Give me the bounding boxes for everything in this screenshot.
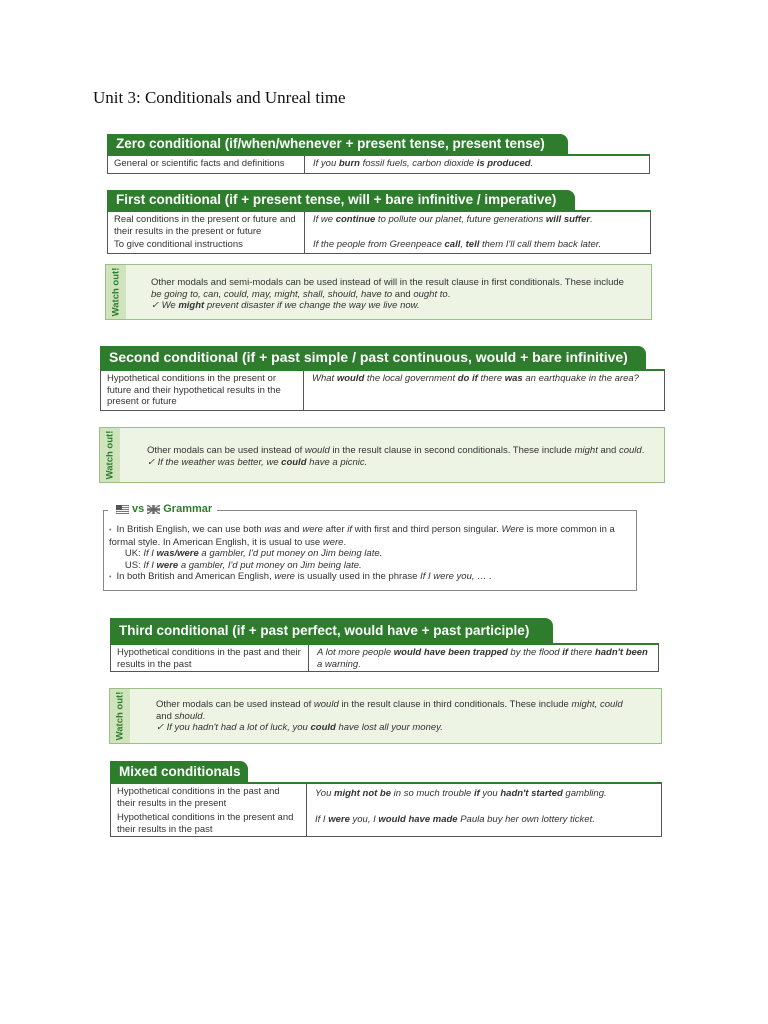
text-run: prevent disaster if we change the way we live now. <box>204 300 420 311</box>
text-run: If I <box>143 559 157 571</box>
text-run: UK: <box>109 548 144 559</box>
text-run: would have made <box>378 814 458 825</box>
third-use-0: Hypothetical conditions in the past and their results in the past <box>111 645 309 672</box>
text-run: with first and third person singular. <box>352 524 502 535</box>
text-run: You <box>315 788 335 799</box>
text-run: them I'll call them back later. <box>479 239 602 250</box>
text-run: If you <box>313 158 339 169</box>
uk-flag-icon <box>147 505 160 514</box>
us-flag-icon <box>116 505 129 514</box>
text-run: gambling. <box>562 788 607 799</box>
watch-out-box-2 <box>99 427 665 483</box>
text-run: could <box>281 456 307 468</box>
text-run: and <box>156 710 175 722</box>
text-run: and <box>392 288 414 300</box>
text-run: were <box>274 571 295 582</box>
page-title: Unit 3: Conditionals and Unreal time <box>93 88 346 107</box>
text-run: Other modals can be used instead of <box>156 699 314 710</box>
text-line <box>147 457 658 469</box>
text-run: hadn't started <box>500 788 563 799</box>
zero-conditional-table <box>107 154 650 174</box>
text-run: a gambler, I'd put money on Jim being late. <box>178 559 362 571</box>
mixed-example-0 <box>307 784 661 810</box>
text-run: might <box>574 445 598 456</box>
first-conditional-header: First conditional (if + present tense, will + bare infinitive / imperative) <box>107 190 575 210</box>
text-run: have lost all your money. <box>335 722 443 733</box>
text-run: formal style. In American English, it is usual to use <box>109 536 323 548</box>
text-line <box>109 524 632 537</box>
text-run: might, could <box>571 699 623 710</box>
grammar-heading <box>112 503 216 515</box>
text-run: Other modals can be used instead of <box>147 445 305 456</box>
text-run: ought to <box>413 288 448 300</box>
text-run: would <box>336 373 365 384</box>
text-run: . <box>447 288 451 300</box>
text-run: continue <box>335 214 376 225</box>
text-run: . <box>641 445 645 456</box>
text-run: and <box>281 524 303 535</box>
text-run: would <box>304 445 330 456</box>
text-run: should <box>174 710 203 722</box>
text-run: . <box>590 214 593 225</box>
grammar-text <box>109 524 632 584</box>
text-run: ✓ If you hadn't had a lot of luck, you <box>156 722 311 733</box>
text-line <box>151 300 645 312</box>
text-run: was <box>504 373 523 384</box>
first-example-0 <box>305 212 650 237</box>
text-run: and <box>597 445 619 456</box>
second-use-0: Hypothetical conditions in the present or future and their hypothetical results in the present or future <box>101 371 304 410</box>
text-line <box>151 277 645 289</box>
text-run: If I were you, … . <box>420 571 492 582</box>
text-run: the local government <box>364 373 458 384</box>
text-run: . <box>530 158 534 169</box>
text-run: an earthquake in the area? <box>522 373 639 384</box>
watch-out-text-2 <box>147 445 658 468</box>
text-run: be going to, can, could, may, might, shall, should, have to <box>151 288 393 300</box>
watch-out-tab: Watch out! <box>106 265 126 319</box>
text-run: will suffer <box>545 214 591 225</box>
mixed-use-1: Hypothetical conditions in the present and their results in the past <box>111 810 307 837</box>
us-vs-uk-grammar-box <box>103 503 637 591</box>
text-run: was <box>264 524 282 535</box>
text-run: in the result clause in second conditionals. These include <box>329 445 575 456</box>
mixed-example-1 <box>307 810 661 837</box>
text-run: were <box>156 559 179 571</box>
text-line <box>109 571 632 584</box>
text-run: after <box>322 524 348 535</box>
text-line <box>147 445 658 457</box>
text-run: ✓ If the weather was better, we <box>147 456 282 468</box>
text-run: were <box>322 536 344 548</box>
text-run: • <box>109 574 112 581</box>
watch-out-text-1 <box>151 277 645 312</box>
first-example-1 <box>305 237 650 253</box>
text-run: is produced <box>476 158 531 169</box>
third-conditional-header: Third conditional (if + past perfect, would have + past participle) <box>110 618 553 643</box>
grammar-title: Grammar <box>163 503 213 515</box>
first-use-0: Real conditions in the present or future and their results in the present or future <box>108 212 305 237</box>
text-run: if <box>562 647 568 658</box>
text-run: What <box>312 373 337 384</box>
zero-example-0 <box>305 156 649 173</box>
third-conditional-table <box>110 643 659 672</box>
text-run: hadn't been <box>594 647 648 658</box>
grammar-vs: vs <box>132 503 145 515</box>
text-run: , <box>460 239 466 250</box>
text-run: there <box>477 373 505 384</box>
second-example-0 <box>304 371 664 410</box>
text-run: • <box>109 527 112 534</box>
text-run: you, I <box>349 814 379 825</box>
text-run: were <box>302 524 323 535</box>
watch-out-box-1 <box>105 264 652 320</box>
text-run: tell <box>465 239 480 250</box>
text-line <box>156 722 655 734</box>
text-run: a warning. <box>317 658 361 670</box>
mixed-conditionals-table <box>110 782 662 837</box>
text-line <box>109 548 632 560</box>
text-line <box>151 289 645 301</box>
text-run: call <box>444 239 461 250</box>
text-run: if <box>473 788 480 799</box>
text-run: fossil fuels, carbon dioxide <box>359 158 477 169</box>
text-run: might <box>178 300 205 311</box>
text-run: If I <box>315 814 329 825</box>
text-run: is usually used in the phrase <box>294 571 421 582</box>
text-run: in so much trouble <box>391 788 474 799</box>
text-line <box>109 537 632 549</box>
text-run: A lot more people <box>317 647 394 658</box>
text-run: could <box>618 445 642 456</box>
second-conditional-header: Second conditional (if + past simple / past continuous, would + bare infinitive) <box>100 346 646 369</box>
mixed-use-0: Hypothetical conditions in the past and their results in the present <box>111 784 307 810</box>
text-run: a gambler, I'd put money on Jim being late. <box>198 548 383 559</box>
text-run: you <box>479 788 501 799</box>
first-conditional-table <box>107 210 651 254</box>
text-run: ✓ We <box>151 300 179 311</box>
watch-out-tab: Watch out! <box>100 428 120 482</box>
text-line <box>109 560 632 572</box>
text-run: there <box>568 647 595 658</box>
watch-out-tab: Watch out! <box>110 689 130 743</box>
text-run: by the flood <box>507 647 563 658</box>
text-line <box>156 711 655 723</box>
text-run: if <box>347 524 352 535</box>
mixed-conditionals-header: Mixed conditionals <box>110 761 248 782</box>
text-run: . <box>202 710 206 722</box>
text-run: Were <box>501 524 524 535</box>
zero-conditional-header: Zero conditional (if/when/whenever + present tense, present tense) <box>107 134 568 154</box>
text-run: have a picnic. <box>306 456 368 468</box>
second-conditional-table <box>100 369 665 411</box>
watch-out-box-3 <box>109 688 662 744</box>
zero-use-0: General or scientific facts and definitions <box>108 156 305 173</box>
watch-out-text-3 <box>156 699 655 734</box>
text-run: could <box>310 722 336 733</box>
text-run: If the people from Greenpeace <box>313 239 445 250</box>
third-example-0 <box>309 645 658 672</box>
text-run: was/were <box>156 548 199 559</box>
text-run: might not be <box>334 788 392 799</box>
text-run: would <box>313 699 339 710</box>
text-run: If I <box>143 548 157 559</box>
text-run: If we <box>313 214 336 225</box>
text-run: US: <box>109 559 144 571</box>
text-run: in the result clause in third conditionals. These include <box>338 699 572 710</box>
text-run: Other modals and semi-modals can be used instead of will in the result clause in first conditionals. These include <box>151 277 624 288</box>
text-run: In British English, we can use both <box>116 524 265 535</box>
text-run: is more common in a <box>523 524 615 535</box>
text-line <box>156 699 655 711</box>
text-run: In both British and American English, <box>116 571 275 582</box>
first-use-1: To give conditional instructions <box>108 237 305 253</box>
text-run: do if <box>457 373 478 384</box>
text-run: would have been trapped <box>393 647 508 658</box>
text-run: were <box>328 814 350 825</box>
text-run: . <box>343 536 347 548</box>
text-run: burn <box>338 158 360 169</box>
text-run: Paula buy her own lottery ticket. <box>457 814 595 825</box>
text-run: to pollute our planet, future generations <box>375 214 546 225</box>
